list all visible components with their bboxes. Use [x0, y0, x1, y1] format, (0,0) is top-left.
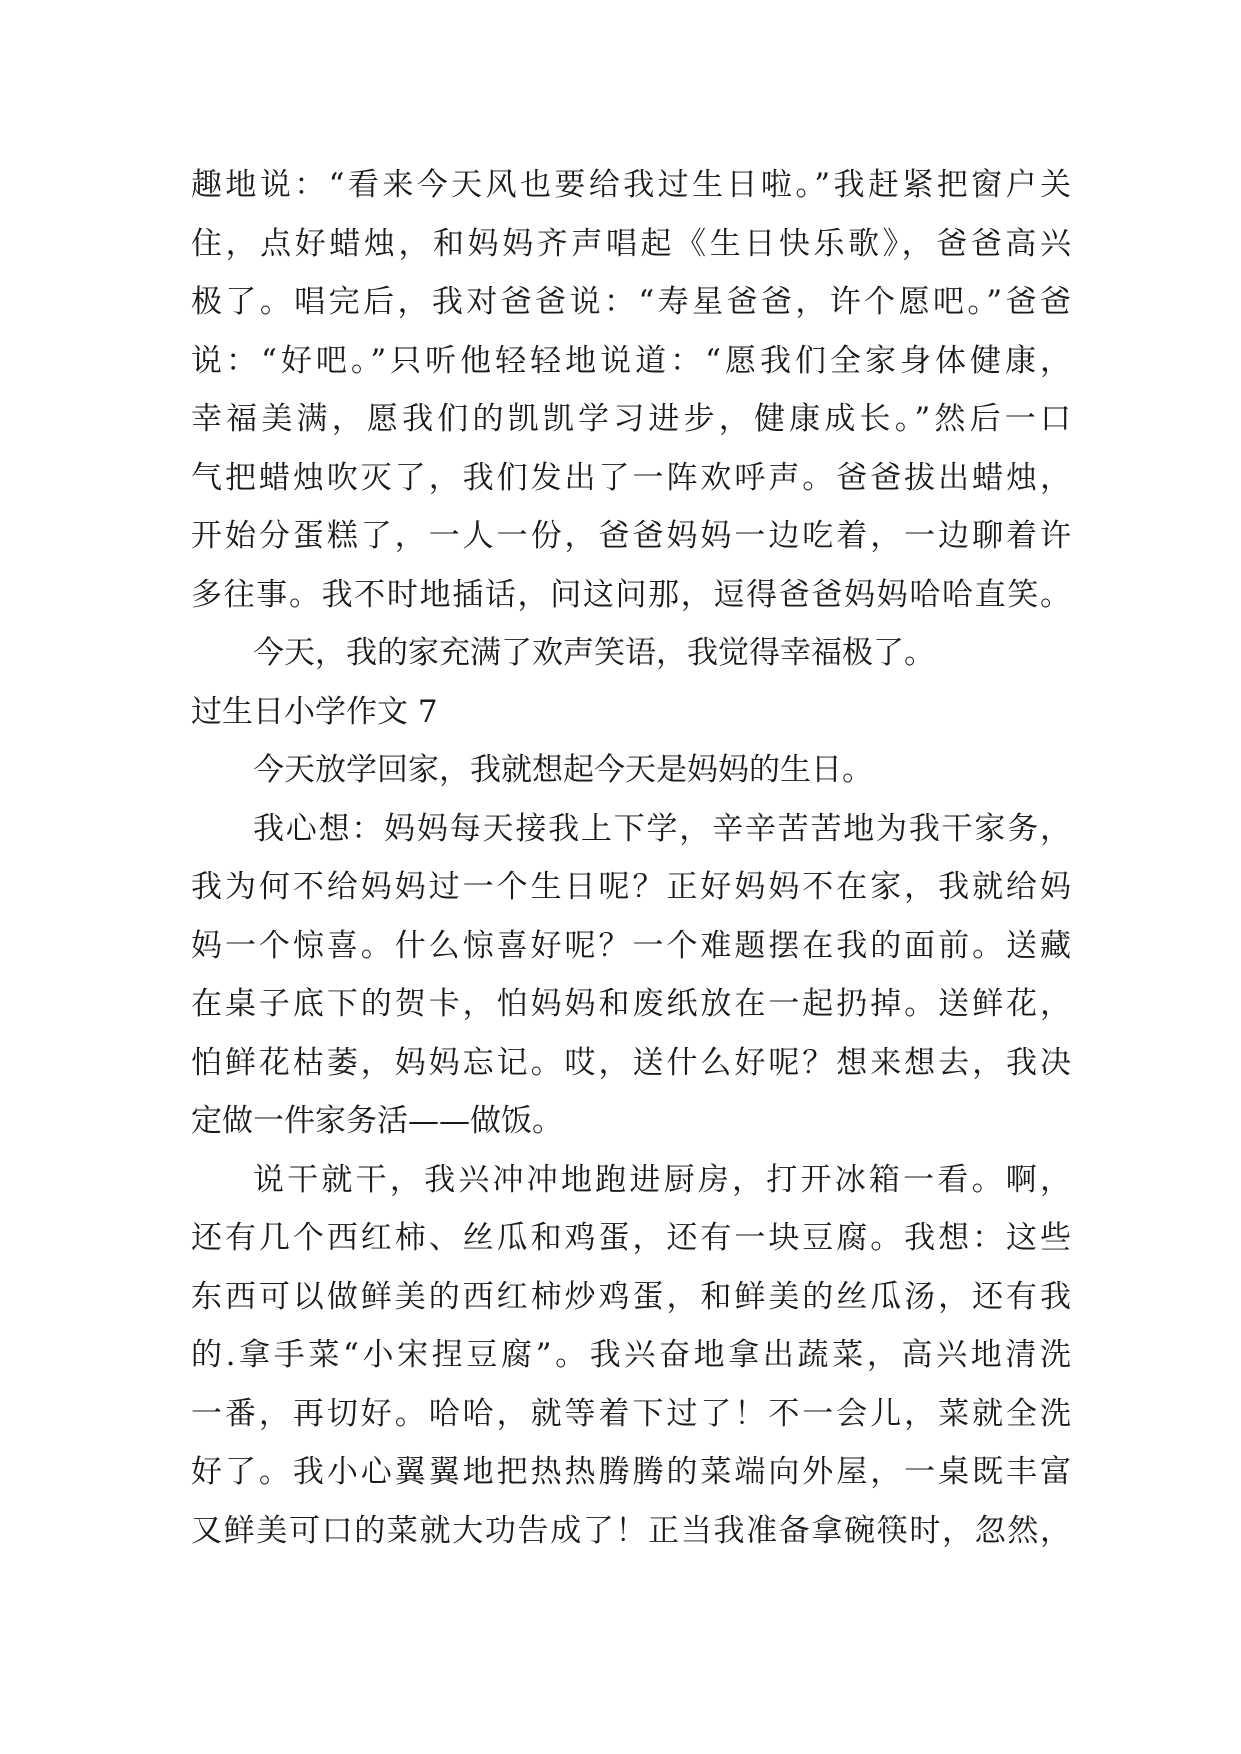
text-line: 在桌子底下的贺卡，怕妈妈和废纸放在一起扔掉。送鲜花，	[191, 986, 1071, 1022]
section-title: 过生日小学作文 7	[191, 693, 438, 730]
text-line: 极了。唱完后，我对爸爸说：“寿星爸爸，许个愿吧。”爸爸	[191, 284, 1071, 320]
text-line: 我为何不给妈妈过一个生日呢？正好妈妈不在家，我就给妈	[191, 869, 1071, 905]
text-line: 好了。我小心翼翼地把热热腾腾的菜端向外屋，一桌既丰富	[191, 1454, 1071, 1490]
text-line: 我心想：妈妈每天接我上下学，辛辛苦苦地为我干家务，	[253, 810, 1071, 847]
text-line: 一番，再切好。哈哈，就等着下过了！不一会儿，菜就全洗	[191, 1395, 1071, 1432]
text-line: 多往事。我不时地插话，问这问那，逗得爸爸妈妈哈哈直笑。	[191, 576, 1071, 613]
text-line: 的.拿手菜“小宋捏豆腐”。我兴奋地拿出蔬菜，高兴地清洗	[191, 1337, 1071, 1373]
text-line: 开始分蛋糕了，一人一份，爸爸妈妈一边吃着，一边聊着许	[191, 518, 1071, 554]
text-line: 说：“好吧。”只听他轻轻地说道：“愿我们全家身体健康，	[191, 342, 1071, 379]
text-line: 妈一个惊喜。什么惊喜好呢？一个难题摆在我的面前。送藏	[191, 927, 1071, 964]
text-line: 说干就干，我兴冲冲地跑进厨房，打开冰箱一看。啊，	[253, 1161, 1071, 1198]
essay-text	[191, 156, 1071, 1560]
text-line: 今天放学回家，我就想起今天是妈妈的生日。	[253, 752, 873, 788]
text-line: 住，点好蜡烛，和妈妈齐声唱起《生日快乐歌》，爸爸高兴	[191, 225, 1071, 262]
text-line: 趣地说：“看来今天风也要给我过生日啦。”我赶紧把窗户关	[191, 167, 1071, 203]
text-line: 定做一件家务活——做饭。	[191, 1103, 563, 1139]
text-line: 今天，我的家充满了欢声笑语，我觉得幸福极了。	[253, 635, 935, 671]
text-line: 还有几个西红柿、丝瓜和鸡蛋，还有一块豆腐。我想：这些	[191, 1220, 1071, 1256]
text-line: 幸福美满，愿我们的凯凯学习进步，健康成长。”然后一口	[191, 401, 1071, 437]
text-line: 怕鲜花枯萎，妈妈忘记。哎，送什么好呢？想来想去，我决	[191, 1044, 1071, 1081]
text-line: 东西可以做鲜美的西红柿炒鸡蛋，和鲜美的丝瓜汤，还有我	[191, 1278, 1071, 1315]
text-line: 又鲜美可口的菜就大功告成了！正当我准备拿碗筷时，忽然，	[191, 1512, 1071, 1549]
text-line: 气把蜡烛吹灭了，我们发出了一阵欢呼声。爸爸拔出蜡烛，	[191, 459, 1071, 496]
